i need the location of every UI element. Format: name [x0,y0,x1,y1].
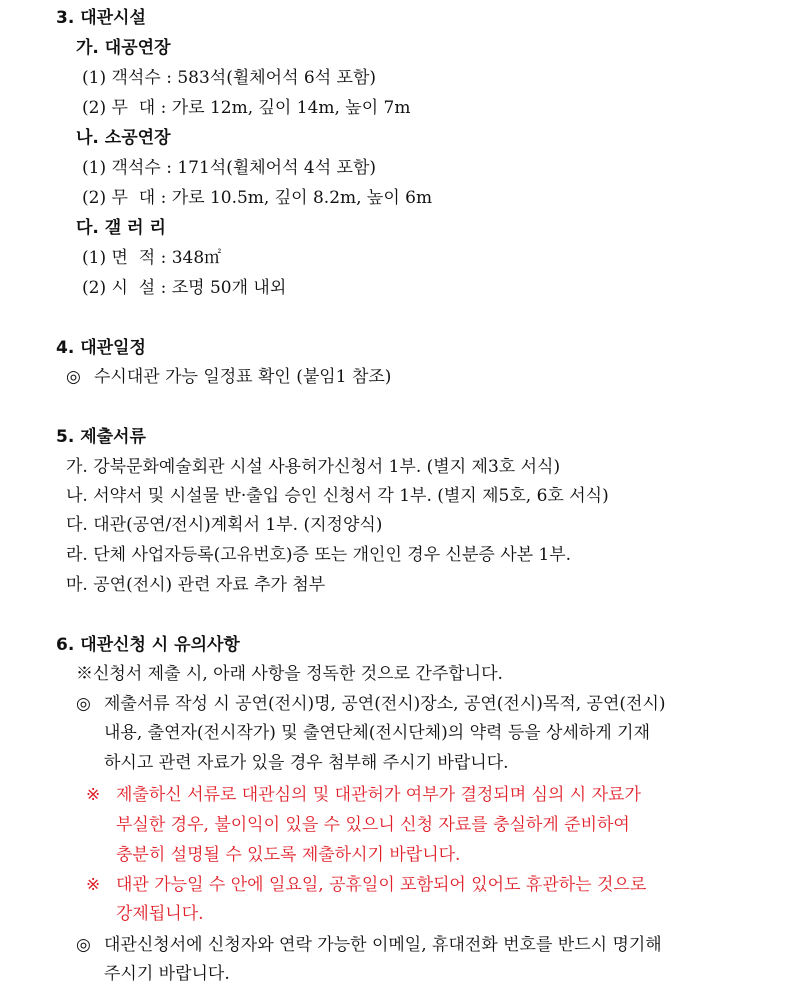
na-stage-label: 무 대 [111,188,156,208]
document-item: 나. 서약서 및 시설물 반·출입 승인 신청서 각 1부. (별지 제5호, 6호 서식) [66,486,609,506]
para1-line2: 내용, 출연자(전시작가) 및 출연단체(전시단체)의 약력 등을 상세하게 기재 [104,723,650,743]
double-circle-bullet-icon: ◎ [66,367,81,387]
ga-stage-label: 무 대 [111,98,156,118]
na-stage-row [82,187,432,209]
section-5-title: 5. 제출서류 [56,427,146,447]
ga-seats-value: : 583석(휠체어석 6석 포함) [166,68,377,88]
section-3-title: 3. 대관시설 [56,8,146,28]
notice-line: ※신청서 제출 시, 아래 사항을 정독한 것으로 간주합니다. [76,664,503,684]
ga-seats-row [82,67,376,89]
section-4-title: 4. 대관일정 [56,338,146,358]
warning2-line2: 강제됩니다. [116,904,204,924]
ga-stage-value: : 가로 12m, 깊이 14m, 높이 7m [160,98,411,118]
da-facility-value: : 조명 50개 내외 [160,278,287,298]
da-facility-num: (2) [82,278,107,298]
warning2-line1 [86,874,646,896]
subsection-na-title: 나. 소공연장 [76,128,171,148]
ga-seats-label: 객석수 [111,68,161,88]
na-seats-value: : 171석(휠체어석 4석 포함) [166,158,377,178]
da-facility-label: 시 설 [111,278,156,298]
warning1-line3: 충분히 설명될 수 있도록 제출하시기 바랍니다. [116,845,461,865]
subsection-da-title: 다. 갤 러 리 [76,218,166,238]
warning1-line1 [86,784,641,806]
para1-line1 [76,693,666,715]
na-stage-value: : 가로 10.5m, 깊이 8.2m, 높이 6m [160,188,433,208]
ga-stage-num: (2) [82,98,107,118]
para1-text-1: 제출서류 작성 시 공연(전시)명, 공연(전시)장소, 공연(전시)목적, 공연(전시) [104,694,666,714]
warning1-line2: 부실한 경우, 불이익이 있을 수 있으니 신청 자료를 충실하게 준비하여 [116,815,630,835]
para2-line2: 주시기 바랍니다. [104,964,230,984]
double-circle-bullet-icon: ◎ [76,935,91,955]
subsection-ga-title: 가. 대공연장 [76,38,171,58]
na-seats-row [82,157,376,179]
section-6-title: 6. 대관신청 시 유의사항 [56,635,240,655]
da-area-value: : 348㎡ [160,248,222,268]
na-seats-num: (1) [82,158,107,178]
ga-stage-row [82,97,411,119]
para2-text-1: 대관신청서에 신청자와 연락 가능한 이메일, 휴대전화 번호를 반드시 명기해 [104,935,662,955]
na-seats-label: 객석수 [111,158,161,178]
para1-line3: 하시고 관련 자료가 있을 경우 첨부해 주시기 바랍니다. [104,753,509,773]
schedule-row [66,366,391,388]
warning2-text-1: 대관 가능일 수 안에 일요일, 공휴일이 포함되어 있어도 휴관하는 것으로 [116,875,647,895]
document-item: 라. 단체 사업자등록(고유번호)증 또는 개인인 경우 신분증 사본 1부. [66,545,572,565]
da-facility-row [82,277,286,299]
ga-seats-num: (1) [82,68,107,88]
schedule-text: 수시대관 가능 일정표 확인 (붙임1 참조) [94,367,392,387]
double-circle-bullet-icon: ◎ [76,694,91,714]
document-item: 가. 강북문화예술회관 시설 사용허가신청서 1부. (별지 제3호 서식) [66,457,561,477]
reference-mark-icon: ※ [86,875,101,895]
reference-mark-icon: ※ [86,785,101,805]
para2-line1 [76,934,662,956]
na-stage-num: (2) [82,188,107,208]
warning1-text-1: 제출하신 서류로 대관심의 및 대관허가 여부가 결정되며 심의 시 자료가 [116,785,641,805]
da-area-num: (1) [82,248,107,268]
da-area-label: 면 적 [111,248,156,268]
document-item: 다. 대관(공연/전시)계획서 1부. (지정양식) [66,515,383,535]
da-area-row [82,247,221,269]
document-item: 마. 공연(전시) 관련 자료 추가 첨부 [66,575,326,595]
